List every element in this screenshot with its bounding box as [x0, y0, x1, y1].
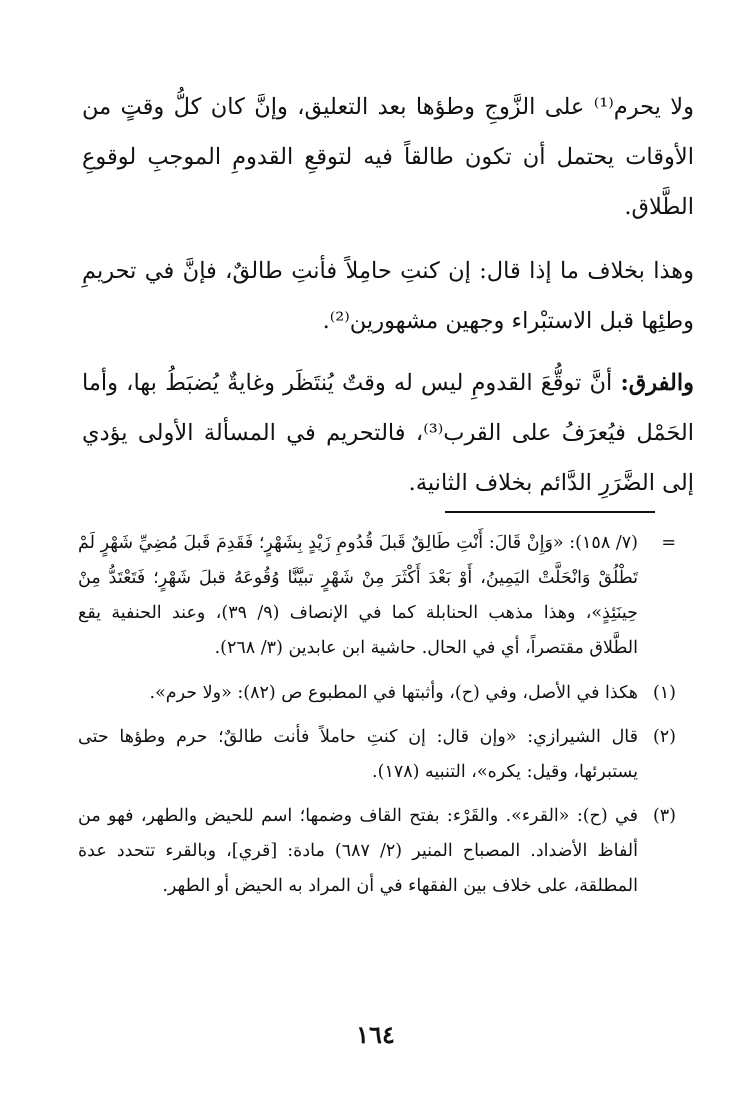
footnote-3-text: في (ح): «القرء». والقَرْء: بفتح القاف وضمها؛ اسم للحيض والطهر، فهو من ألفاظ الأضداد. المصباح المنير (٢/ ٦٨٧) مادة: [قري]، وبالقرء تتحدد عدة المطلقة، على خلاف بين الفقهاء في أن المراد به الحيض أو الطهر.: [78, 806, 638, 896]
page-number: ١٦٤: [356, 1020, 395, 1049]
farq-text: أنَّ توقُّعَ القدومِ ليس له وقتٌ يُنتَظَر وغايةٌ يُضبَطُ بها، وأما الحَمْل فيُعرَفُ على القرب⁽³⁾، فالتحريم في المسألة الأولى يؤدي إلى الضَّرَرِ الدَّائم بخلاف الثانية.: [82, 370, 694, 496]
footnote-3-marker: (٣): [652, 806, 676, 826]
footnote-1-text: هكذا في الأصل، وفي (ح)، وأثبتها في المطبوع ص (٨٢): «ولا حرم».: [149, 683, 638, 703]
footnote-3: [78, 799, 676, 904]
footnote-2-marker: (٢): [652, 727, 676, 747]
footnote-2: [78, 720, 676, 790]
paragraph-1: ولا يحرم⁽¹⁾ على الزَّوجِ وطؤها بعد التعليق، وإنَّ كان كلُّ وقتٍ من الأوقات يحتمل أن تكون طالقاً فيه لتوقعِ القدومِ الموجبِ لوقوعِ الطَّلاق.: [82, 94, 694, 220]
paragraph-2: وهذا بخلاف ما إذا قال: إن كنتِ حامِلاً فأنتِ طالقٌ، فإنَّ في تحريمِ وطئِها قبل الاستبْراء وجهين مشهورين⁽²⁾.: [82, 258, 694, 334]
main-text: [82, 82, 694, 520]
footnotes: [78, 526, 676, 913]
footnote-1: [78, 676, 676, 711]
farq-lead-word: والفرق:: [620, 370, 695, 396]
footnote-continuation-text: (٧/ ١٥٨): «وَإِنْ قَالَ: أَنْتِ طَالِقٌ قَبلَ قُدُومِ زَيْدٍ بِشَهْرٍ؛ فَقَدِمَ قَبلَ مُضِيِّ شَهْرٍ لَمْ تَطْلُقْ وَانْحَلَّتْ اليَمِينُ، أَوْ بَعْدَ أَكْثَرَ مِنْ شَهْرٍ تبيَّنَّا وُقُوعَهُ قبلَ شَهْرٍ؛ فَتَعْتَدُّ مِنْ حِينَئِذٍ»، وهذا مذهب الحنابلة كما في الإنصاف (٩/ ٣٩)، وعند الحنفية يقع الطَّلاق مقتصراً، أي في الحال. حاشية ابن عابدين (٣/ ٢٦٨).: [78, 533, 638, 658]
paragraph-3: [82, 358, 694, 508]
footnote-divider: [445, 511, 655, 513]
footnote-1-marker: (١): [652, 683, 676, 703]
footnote-2-text: قال الشيرازي: «وإن قال: إن كنتِ حاملاً فأنت طالقٌ؛ حرم وطؤها حتى يستبرئها، وقيل: يكره»، التنبيه (١٧٨).: [78, 727, 638, 782]
footnote-continuation: [78, 526, 676, 666]
footnote-continuation-marker: =: [661, 533, 676, 553]
